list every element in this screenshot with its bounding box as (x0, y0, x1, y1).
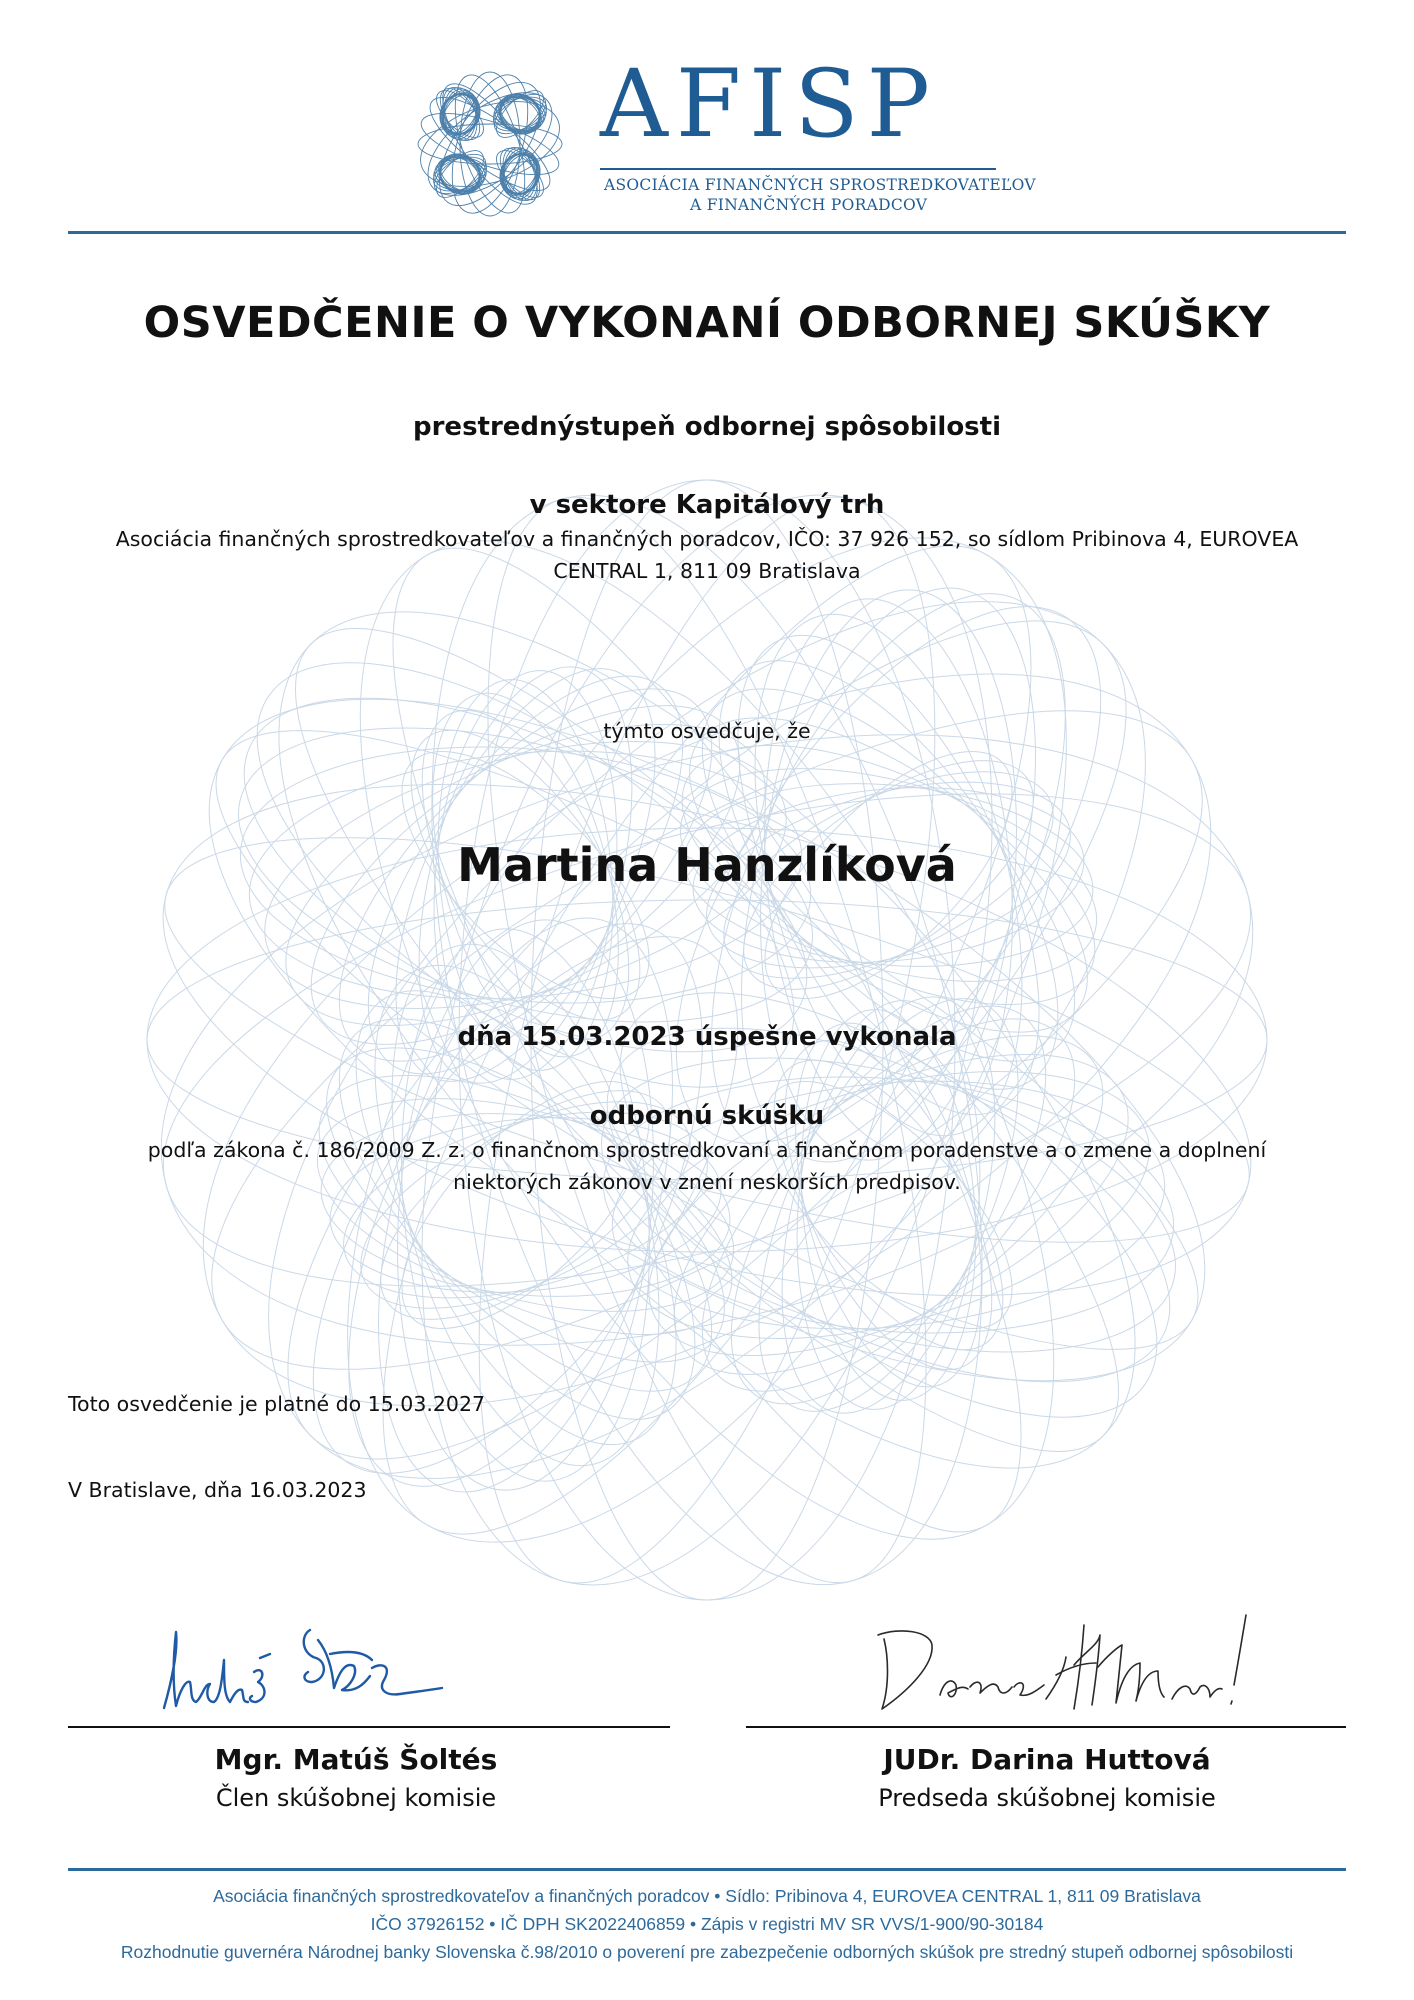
signature-line-right (746, 1726, 1346, 1728)
signature-line-left (68, 1726, 670, 1728)
issuer-line-2: CENTRAL 1, 811 09 Bratislava (553, 559, 861, 583)
issuer-line-1: Asociácia finančných sprostredkovateľov a finančných poradcov, IČO: 37 926 152, so sídlom Pribinova 4, EUROVEA (115, 527, 1299, 551)
exam-label: odbornú skúšku (589, 1101, 825, 1131)
left-signatory-role: Člen skúšobnej komisie (215, 1784, 497, 1812)
holder-name: Martina Hanzlíková (457, 838, 957, 892)
header-divider (68, 231, 1346, 234)
logo-subtitle-line2: A FINANČNÝCH PORADCOV (690, 196, 928, 214)
left-signatory-name: Mgr. Matúš Šoltés (214, 1743, 498, 1776)
footer-divider (68, 1868, 1346, 1871)
certificate-title: OSVEDČENIE O VYKONANÍ ODBORNEJ SKÚŠKY (143, 298, 1271, 348)
logo-subtitle-line1: ASOCIÁCIA FINANČNÝCH SPROSTREDKOVATEĽOV (604, 176, 1036, 194)
logo-wordmark: AFISP (600, 50, 938, 159)
logo-rule (600, 168, 996, 170)
footer-line-2: IČO 37926152 • IČ DPH SK2022406859 • Zápis v registri MV SR VVS/1-900/90-30184 (370, 1914, 1044, 1934)
certifies-text: týmto osvedčuje, že (603, 719, 811, 743)
right-signatory-role: Predseda skúšobnej komisie (878, 1784, 1216, 1812)
law-line-1: podľa zákona č. 186/2009 Z. z. o finančnom sprostredkovaní a finančnom poradenstve a o zmene a doplnení (147, 1138, 1267, 1162)
footer-line-3: Rozhodnutie guvernéra Národnej banky Slovenska č.98/2010 o poverení pre zabezpečenie odborných skúšok pre stredný stupeň odbornej spôsobilosti (120, 1942, 1294, 1962)
exam-date-line: dňa 15.03.2023 úspešne vykonala (457, 1022, 957, 1052)
competence-level: prestrednýstupeň odbornej spôsobilosti (413, 412, 1001, 442)
signature-right (860, 1605, 1260, 1720)
guilloche-knot-icon (412, 66, 568, 222)
validity-text: Toto osvedčenie je platné do 15.03.2027 (68, 1392, 486, 1416)
signature-left (150, 1610, 450, 1720)
right-signatory-name: JUDr. Darina Huttová (883, 1743, 1211, 1776)
footer-line-1: Asociácia finančných sprostredkovateľov a finančných poradcov • Sídlo: Pribinova 4, EUROVEA CENTRAL 1, 811 09 Bratislava (213, 1886, 1201, 1906)
sector-line: v sektore Kapitálový trh (529, 490, 885, 520)
place-date-text: V Bratislave, dňa 16.03.2023 (68, 1478, 367, 1502)
law-line-2: niektorých zákonov v znení neskorších predpisov. (453, 1170, 961, 1194)
